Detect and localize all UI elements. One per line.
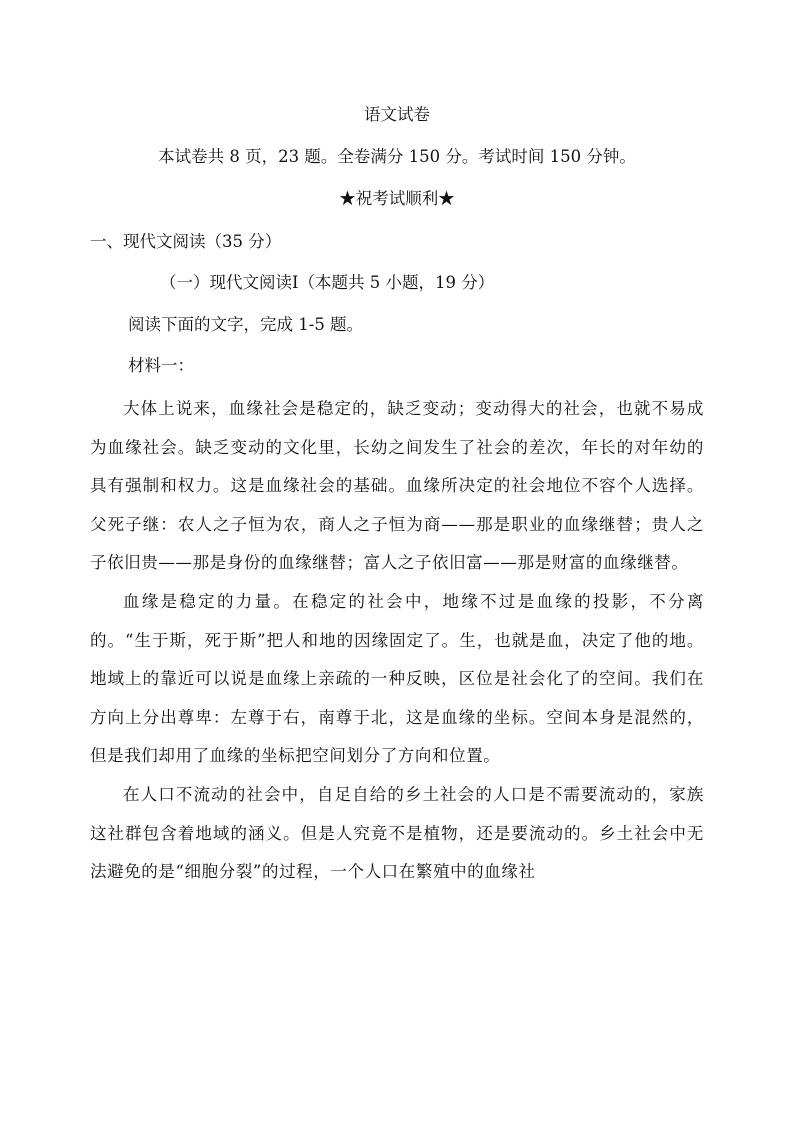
reading-instruction: 阅读下面的文字，完成 1-5 题。 bbox=[128, 315, 364, 334]
passage-paragraph-2: 血缘是稳定的力量。在稳定的社会中，地缘不过是血缘的投影，不分离的。“生于斯，死于斯”把人和地的因缘固定了。生，也就是血，决定了他的地。地域上的靠近可以说是血缘上亲疏的一种反映，区位是社会化了的空间。我们在方向上分出尊卑：左尊于右，南尊于北，这是血缘的坐标。空间本身是混然的，但是我们却用了血缘的坐标把空间划分了方向和位置。 bbox=[90, 591, 704, 766]
exam-title: 语文试卷 bbox=[364, 105, 430, 124]
section-subheading: （一）现代文阅读Ⅰ（本题共 5 小题，19 分） bbox=[160, 273, 495, 292]
passage-paragraph-1: 大体上说来，血缘社会是稳定的，缺乏变动；变动得大的社会，也就不易成为血缘社会。缺乏变动的文化里，长幼之间发生了社会的差次，年长的对年幼的具有强制和权力。这是血缘社会的基础。血缘所决定的社会地位不容个人选择。父死子继：农人之子恒为农，商人之子恒为商——那是职业的血缘继替；贵人之子依旧贵——那是身份的血缘继替；富人之子依旧富——那是财富的血缘继替。 bbox=[90, 399, 704, 573]
exam-info: 本试卷共 8 页，23 题。全卷满分 150 分。考试时间 150 分钟。 bbox=[158, 147, 636, 166]
material-label: 材料一： bbox=[128, 356, 194, 375]
section-heading: 一、现代文阅读（35 分） bbox=[90, 232, 282, 251]
exam-wish: ★祝考试顺利★ bbox=[339, 189, 455, 208]
passage-paragraph-3: 在人口不流动的社会中，自足自给的乡土社会的人口是不需要流动的，家族这社群包含着地域的涵义。但是人究竟不是植物，还是要流动的。乡土社会中无法避免的是“细胞分裂”的过程，一个人口在繁殖中的血缘社 bbox=[90, 784, 704, 882]
reading-passage bbox=[90, 390, 704, 892]
